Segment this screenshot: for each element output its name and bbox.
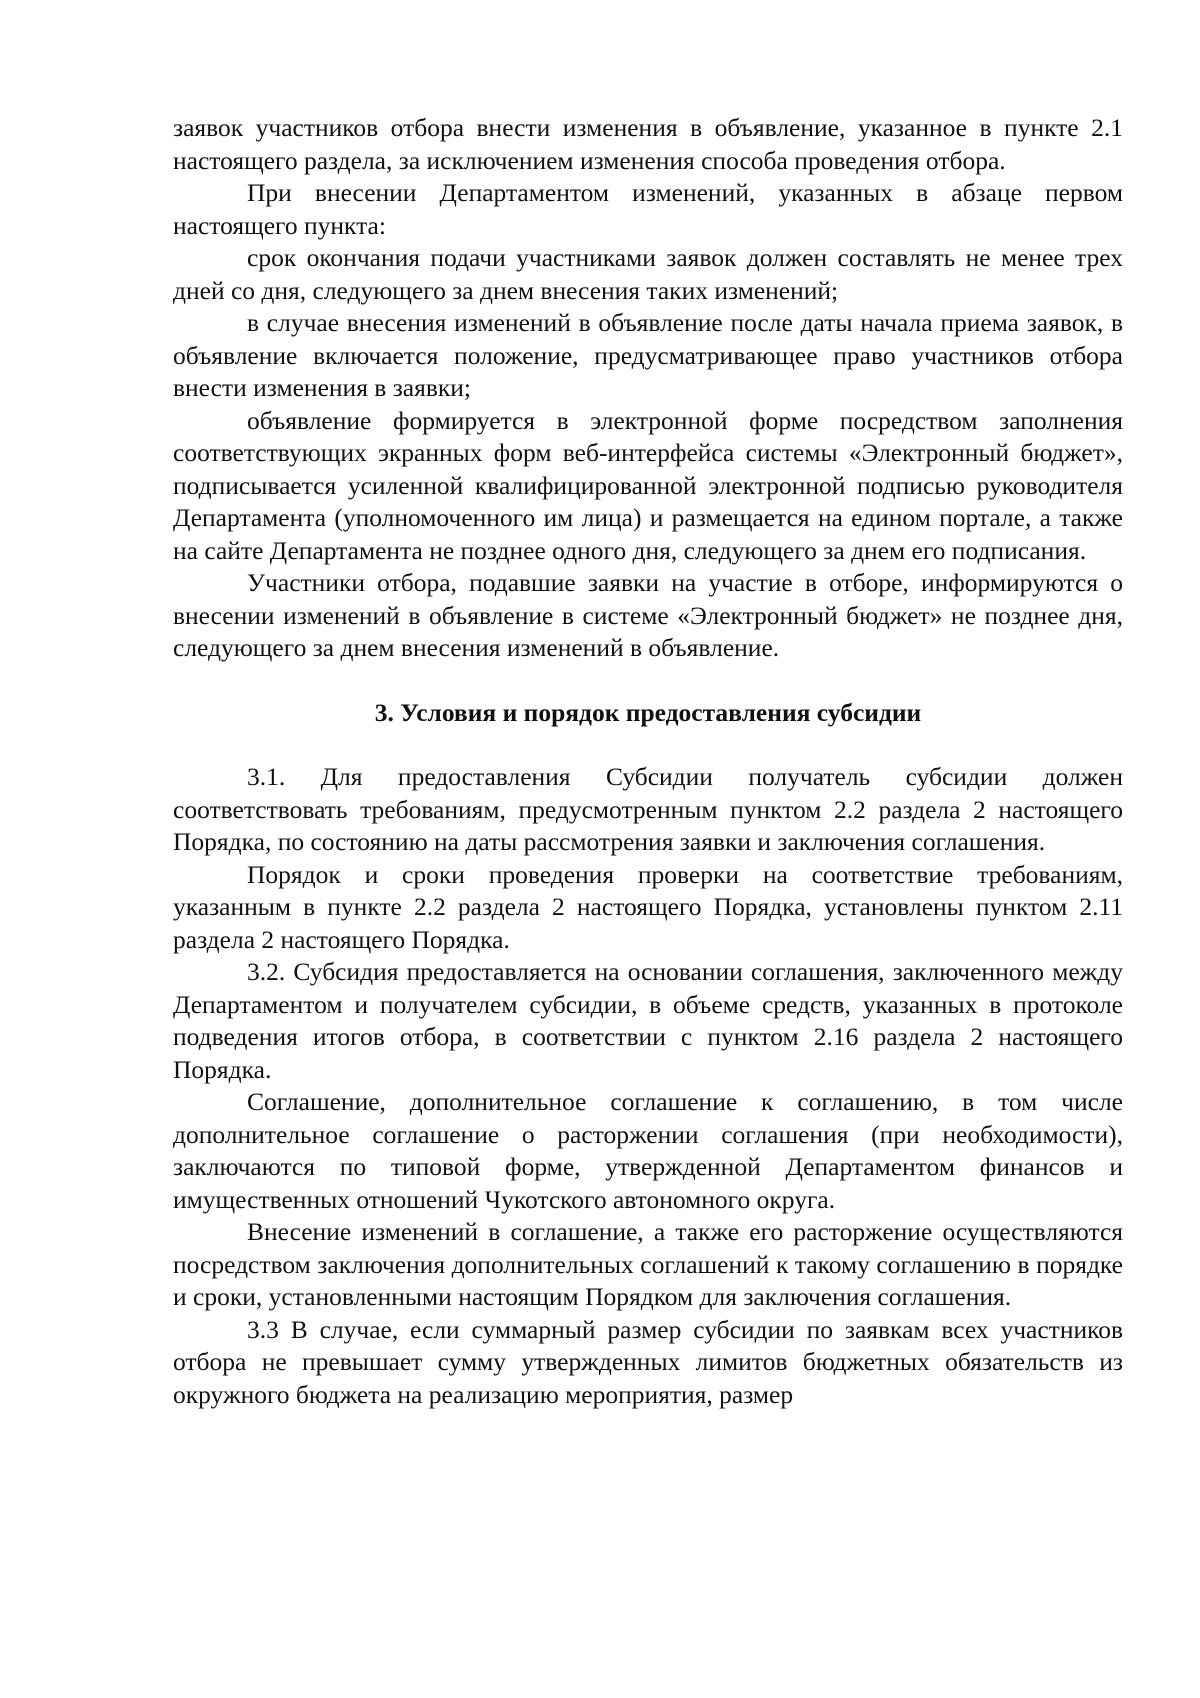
paragraph: Внесение изменений в соглашение, а также его расторжение осуществляются посредством заключения дополнительных соглашений к такому соглашению в порядке и сроки, установленными настоящим Порядком для заключения соглашения. — [173, 1217, 1123, 1311]
paragraph: 3.1. Для предоставления Субсидии получатель субсидии должен соответствовать требованиям, предусмотренным пунктом 2.2 раздела 2 настоящего Порядка, по состоянию на даты рассмотрения заявки и заключения соглашения. — [173, 762, 1123, 856]
paragraph: 3.2. Субсидия предоставляется на основании соглашения, заключенного между Департаментом и получателем субсидии, в объеме средств, указанных в протоколе подведения итогов отбора, в соответствии с пунктом 2.16 раздела 2 настоящего Порядка. — [173, 957, 1123, 1084]
paragraph: При внесении Департаментом изменений, указанных в абзаце первом настоящего пункта: — [173, 178, 1123, 240]
paragraph: заявок участников отбора внести изменения в объявление, указанное в пункте 2.1 настоящего раздела, за исключением изменения способа проведения отбора. — [173, 113, 1123, 175]
paragraph: Соглашение, дополнительное соглашение к соглашению, в том числе дополнительное соглашение о расторжении соглашения (при необходимости), заключаются по типовой форме, утвержденной Департаментом финансов и имущественных отношений Чукотского автономного округа. — [173, 1087, 1123, 1214]
paragraph: объявление формируется в электронной форме посредством заполнения соответствующих экранных форм веб-интерфейса системы «Электронный бюджет», подписывается усиленной квалифицированной электронной подписью руководителя Департамента (уполномоченного им лица) и размещается на едином портале, а также на сайте Департамента не позднее одного дня, следующего за днем его подписания. — [173, 405, 1123, 565]
paragraph: Участники отбора, подавшие заявки на участие в отборе, информируются о внесении изменений в объявление в системе «Электронный бюджет» не позднее дня, следующего за днем внесения изменений в объявление. — [173, 568, 1123, 662]
paragraph: в случае внесения изменений в объявление после даты начала приема заявок, в объявление включается положение, предусматривающее право участников отбора внести изменения в заявки; — [173, 308, 1123, 402]
paragraph: срок окончания подачи участниками заявок должен составлять не менее трех дней со дня, следующего за днем внесения таких изменений; — [173, 243, 1123, 305]
paragraphs-after-section — [173, 761, 1123, 1411]
paragraph: Порядок и сроки проведения проверки на соответствие требованиям, указанным в пункте 2.2 раздела 2 настоящего Порядка, установлены пунктом 2.11 раздела 2 настоящего Порядка. — [173, 859, 1123, 954]
paragraphs-before-section — [173, 112, 1123, 665]
document-page — [173, 112, 1123, 1411]
section-heading: 3. Условия и порядок предоставления субсидии — [374, 697, 922, 727]
paragraph: 3.3 В случае, если суммарный размер субсидии по заявкам всех участников отбора не превышает сумму утвержденных лимитов бюджетных обязательств из окружного бюджета на реализацию мероприятия, размер — [173, 1314, 1123, 1409]
